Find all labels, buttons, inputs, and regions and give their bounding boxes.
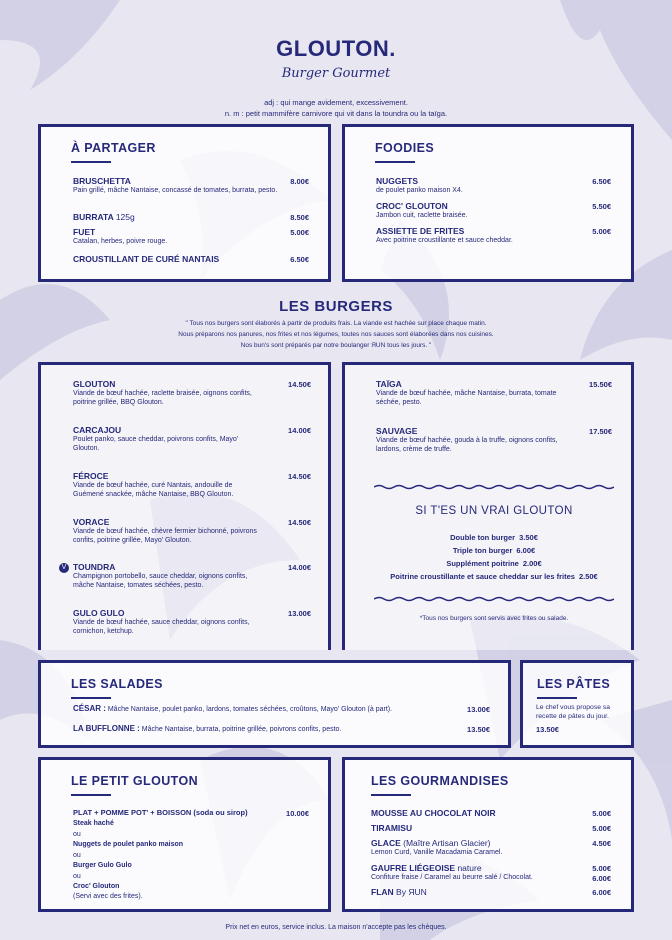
title-underline [71, 794, 111, 796]
item-price: 5.50€ [592, 202, 611, 211]
section-title: LE PETIT GLOUTON [71, 774, 199, 788]
item-price: 17.50€ [589, 427, 612, 436]
item-price: 10.00€ [286, 809, 309, 818]
kids-note: (Servi avec des frites). [73, 893, 143, 900]
section-title: LES SALADES [71, 677, 163, 691]
item-price: 13.00€ [467, 705, 490, 714]
burgers-title: LES BURGERS [279, 298, 393, 315]
logo: GLOUTON. [276, 36, 396, 61]
section-title: FOODIES [375, 141, 435, 155]
extra-option: Poitrine croustillante et sauce cheddar sur les frites 2.50€ [390, 572, 598, 581]
item-price: 5.00€ [290, 228, 309, 237]
burger-item: VORACE Viande de bœuf hachée, chèvre fermier bichonné, poivrons confits, poitrine grillée, Mayo' Glouton. [73, 517, 257, 544]
item-price: 6.50€ [290, 255, 309, 264]
salad-item: LA BUFFLONNE : Mâche Nantaise, burrata, poitrine grillée, poivrons confits, pesto. [73, 724, 342, 733]
title-underline [71, 161, 111, 163]
menu-item: FUET Catalan, herbes, poivre rouge. [73, 227, 168, 245]
item-price: 14.00€ [288, 426, 311, 435]
kids-option: Steak haché [73, 820, 114, 827]
kids-or: ou [73, 873, 81, 880]
dessert-item: GAUFRE LIÉGEOISE nature Confiture fraise / Caramel au beurre salé / Chocolat. [371, 863, 533, 881]
burger-item: SAUVAGE Viande de bœuf hachée, gouda à la truffe, oignons confits, lardons, crème de truffe. [376, 426, 558, 453]
item-price: 6.00€ [592, 888, 611, 897]
salad-item: CÉSAR : Mâche Nantaise, poulet panko, lardons, tomates séchées, croûtons, Mayo' Glouton (à part). [73, 704, 393, 713]
wavy-divider [374, 596, 614, 602]
item-price: 8.00€ [290, 177, 309, 186]
item-price: 15.50€ [589, 380, 612, 389]
burger-item: CARCAJOU Poulet panko, sauce cheddar, poivrons confits, Mayo' Glouton. [73, 425, 239, 452]
menu-item: BURRATA 125g [73, 212, 135, 222]
menu-item: CROUSTILLANT DE CURÉ NANTAIS [73, 254, 220, 264]
item-price: 13.50€ [467, 725, 490, 734]
menu-item: NUGGETS de poulet panko maison X4. [376, 176, 463, 194]
kids-or: ou [73, 831, 81, 838]
served-with-note: *Tous nos burgers sont servis avec frites ou salade. [419, 615, 569, 622]
burger-item: TOUNDRA Champignon portobello, sauce cheddar, oignons confits, mâche Nantaise, tomates séchées, pesto. [73, 562, 248, 589]
kids-or: ou [73, 852, 81, 859]
item-price: 14.50€ [288, 518, 311, 527]
dessert-item: FLAN By ЯUN [371, 887, 427, 897]
title-underline [371, 794, 411, 796]
wavy-divider [374, 484, 614, 490]
menu-item: BRUSCHETTA Pain grillé, mâche Nantaise, concassé de tomates, burrata, pesto. [73, 176, 278, 194]
kids-option: Burger Gulo Gulo [73, 862, 132, 869]
vegetarian-icon: V [59, 563, 69, 573]
dessert-item: MOUSSE AU CHOCOLAT NOIR [371, 808, 496, 818]
kids-menu-headline: PLAT + POMME POT' + BOISSON (soda ou sirop) [73, 808, 248, 817]
burgers-note: Nous préparons nos panures, nos frites et nos légumes, toutes nos sauces sont élaborées dans nos cuisines. [178, 331, 494, 338]
burgers-note: Nos bun's sont préparés par notre boulanger ЯUN tous les jours. " [240, 342, 432, 349]
extra-option: Double ton burger 3.50€ [450, 533, 538, 542]
section-title: LES GOURMANDISES [371, 774, 509, 788]
dessert-item: TIRAMISU [371, 823, 413, 833]
item-price: 14.50€ [288, 472, 311, 481]
pates-description: Le chef vous propose sa recette de pâtes du jour. [536, 704, 611, 720]
item-price: 8.50€ [290, 213, 309, 222]
burgers-note: " Tous nos burgers sont élaborés à partir de produits frais. La viande est hachée sur place chaque matin. [185, 320, 487, 327]
item-price: 14.50€ [288, 380, 311, 389]
extra-option: Triple ton burger 6.00€ [452, 546, 536, 555]
item-price: 4.50€ [592, 839, 611, 848]
vrai-glouton-title: SI T'ES UN VRAI GLOUTON [415, 505, 573, 517]
burger-item: GLOUTON Viande de bœuf hachée, raclette braisée, oignons confits, poitrine grillée, BBQ Glouton. [73, 379, 252, 406]
item-price: 5.00€ [592, 227, 611, 236]
item-price: 5.00€ [592, 864, 611, 873]
section-title: À PARTAGER [71, 141, 156, 155]
item-price: 5.00€ [592, 809, 611, 818]
item-price: 6.00€ [592, 874, 611, 883]
dessert-item: GLACE (Maître Artisan Glacier) Lemon Curd, Vanille Macadamia Caramel. [371, 838, 503, 856]
title-underline [375, 161, 415, 163]
menu-item: CROC' GLOUTON Jambon cuit, raclette braisée. [376, 201, 468, 219]
item-price: 13.50€ [536, 725, 559, 734]
menu-item: ASSIETTE DE FRITES Avec poitrine croustillante et sauce cheddar. [376, 226, 513, 244]
item-price: 14.00€ [288, 563, 311, 572]
kids-option: Croc' Glouton [73, 883, 120, 890]
item-price: 5.00€ [592, 824, 611, 833]
kids-option: Nuggets de poulet panko maison [73, 841, 184, 848]
definition-adjective: adj : qui mange avidement, excessivement. [264, 98, 408, 107]
item-price: 6.50€ [592, 177, 611, 186]
burger-item: FÉROCE Viande de bœuf hachée, curé Nantais, andouille de Guémené snackée, mâche Nantaise, BBQ Glouton. [73, 471, 234, 498]
tagline: Burger Gourmet [281, 66, 391, 81]
burger-item: TAÏGA Viande de bœuf hachée, mâche Nantaise, burrata, tomate séchée, pesto. [376, 379, 557, 406]
burger-item: GULO GULO Viande de bœuf hachée, sauce cheddar, oignons confits, cornichon, ketchup. [73, 608, 250, 635]
title-underline [537, 697, 577, 699]
extra-option: Supplément poitrine 2.00€ [446, 559, 542, 568]
section-title: LES PÂTES [537, 677, 611, 691]
definition-noun: n. m : petit mammifère carnivore qui vit dans la toundra ou la taïga. [224, 109, 448, 118]
item-price: 13.00€ [288, 609, 311, 618]
title-underline [71, 697, 111, 699]
footer-note: Prix net en euros, service inclus. La maison n'accepte pas les chèques. [225, 924, 447, 931]
